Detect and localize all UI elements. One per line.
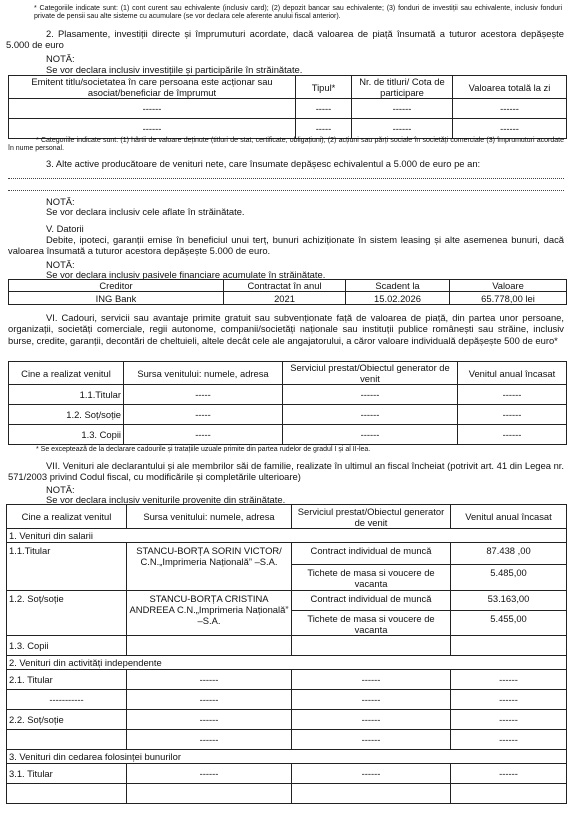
table-row <box>7 543 567 565</box>
table-cell <box>7 784 127 804</box>
table-cell: ------ <box>451 730 567 750</box>
table-cell <box>127 784 292 804</box>
table-cell <box>292 784 451 804</box>
header-cell: Valoare <box>450 280 567 292</box>
table-cell: 1.2. Soț/soție <box>9 405 124 425</box>
table-cell <box>292 636 451 656</box>
section-5-title: V. Datorii <box>46 223 84 234</box>
table-cell: ------ <box>453 119 567 139</box>
children-label: 1.3. Copii <box>7 636 127 656</box>
service-cell: Tichete de masa si voucere de vacanta <box>292 565 451 591</box>
titular-label: 3.1. Titular <box>7 764 127 784</box>
section-6-text: VI. Cadouri, servicii sau avantaje primite gratuit sau subvenționate față de valoarea de piață, din partea unor persoane, organizații, societăți comerciale, regii autonome, companii/societăți naționale sau instituții publice românești sau străine, inclusiv burse, credite, garanții, decontări de cheltuieli, altele decât cele ale angajatorului, a căror valoare individuală depășește 500 de euro* <box>8 312 564 346</box>
table-row <box>7 784 567 804</box>
income-cell: 53.163,00 <box>451 591 567 611</box>
header-cell: Serviciul prestat/Obiectul generator de venit <box>283 362 458 385</box>
table-cell: ----- <box>124 385 283 405</box>
header-cell: Cine a realizat venitul <box>9 362 124 385</box>
header-cell: Cine a realizat venitul <box>7 505 127 529</box>
debts-table <box>8 279 567 305</box>
table-cell: ------ <box>292 710 451 730</box>
salary-section-label: 1. Venituri din salarii <box>7 529 567 543</box>
table-cell: ------ <box>352 119 453 139</box>
table-header-row <box>9 362 567 385</box>
table-cell: ------ <box>283 425 458 445</box>
table-row <box>7 764 567 784</box>
income-cell: 5.455,00 <box>451 611 567 636</box>
table-cell: ------ <box>352 99 453 119</box>
header-cell: Tipul* <box>296 76 352 99</box>
table-cell: ------ <box>9 119 296 139</box>
table-cell: ------ <box>292 730 451 750</box>
nota-label: NOTĂ: <box>46 484 75 495</box>
header-cell: Nr. de titluri/ Cota de participare <box>352 76 453 99</box>
service-cell: Contract individual de muncă <box>292 591 451 611</box>
header-cell: Valoarea totală la zi <box>453 76 567 99</box>
table-row <box>9 99 567 119</box>
creditor-cell: ING Bank <box>9 292 224 305</box>
rental-section-label: 3. Venituri din cedarea folosinței bunurilor <box>7 750 567 764</box>
table-cell: ------ <box>292 690 451 710</box>
titular-label: 1.1.Titular <box>7 543 127 591</box>
table-cell: ------ <box>292 764 451 784</box>
section-2-heading: 2. Plasamente, investiții directe și împrumuturi acordate, dacă valoarea de piață însumată a tuturor acestora depășește 5.000 de euro <box>6 28 564 51</box>
table-cell: ------ <box>458 425 567 445</box>
table-cell: ------ <box>283 405 458 425</box>
header-cell: Serviciul prestat/Obiectul generator de venit <box>292 505 451 529</box>
table-cell: ------ <box>292 670 451 690</box>
income-cell: 5.485,00 <box>451 565 567 591</box>
table-cell: ------ <box>127 764 292 784</box>
header-cell: Venitul anual încasat <box>458 362 567 385</box>
table-cell: ------ <box>9 99 296 119</box>
table-cell: 1.1.Titular <box>9 385 124 405</box>
table-cell: ------ <box>127 730 292 750</box>
section-row <box>7 529 567 543</box>
income-table <box>6 504 567 804</box>
table-cell: ----- <box>296 119 352 139</box>
amount-cell: 65.778,00 lei <box>450 292 567 305</box>
titular-label: 2.1. Titular <box>7 670 127 690</box>
table-row <box>7 670 567 690</box>
due-date-cell: 15.02.2026 <box>346 292 450 305</box>
service-cell: Tichete de masa si voucere de vacanta <box>292 611 451 636</box>
table-cell <box>451 784 567 804</box>
table-cell <box>7 730 127 750</box>
table-cell: ------ <box>283 385 458 405</box>
table-cell <box>451 636 567 656</box>
table-header-row <box>9 76 567 99</box>
table-cell: ------ <box>127 690 292 710</box>
table-header-row <box>9 280 567 292</box>
table-row <box>9 292 567 305</box>
footnote-investments: * Categoriile indicate sunt: (1) hârtii de valoare deținute (titluri de stat, certificate, obligațiuni); (2) acțiuni sau părți sociale în societăți comerciale (3) împrumuturi acordate în nume personal. <box>8 137 564 153</box>
income-cell: 87.438 ,00 <box>451 543 567 565</box>
table-cell: ----- <box>124 405 283 425</box>
table-cell <box>127 636 292 656</box>
investments-table <box>8 75 567 139</box>
table-header-row <box>7 505 567 529</box>
spouse-label: 2.2. Soț/soție <box>7 710 127 730</box>
header-cell: Contractat în anul <box>224 280 346 292</box>
section-row <box>7 656 567 670</box>
footnote-deposits: * Categoriile indicate sunt: (1) cont curent sau echivalente (inclusiv card); (2) depozit bancar sau echivalente; (3) fonduri de investiții sau echivalente, inclusiv fonduri private de pensii sau alte sisteme cu acumulare (se vor declara cele aferente anului fiscal anterior). <box>34 5 562 21</box>
header-cell: Creditor <box>9 280 224 292</box>
nota-label: NOTĂ: <box>46 53 75 64</box>
header-cell: Emitent titlu/societatea în care persoana este acționar sau asociat/beneficiar de împrumut <box>9 76 296 99</box>
table-cell: ------ <box>451 670 567 690</box>
year-cell: 2021 <box>224 292 346 305</box>
dotted-line <box>8 190 564 191</box>
header-cell: Venitul anual încasat <box>451 505 567 529</box>
dotted-line <box>8 178 564 179</box>
table-row <box>9 385 567 405</box>
section-row <box>7 750 567 764</box>
service-cell: Contract individual de muncă <box>292 543 451 565</box>
spouse-source: STANCU-BORȚA CRISTINA ANDREEA C.N.„Imprimeria Națională” –S.A. <box>127 591 292 636</box>
table-cell: ------ <box>451 764 567 784</box>
titular-source: STANCU-BORȚA SORIN VICTOR/ C.N.„Imprimeria Națională” –S.A. <box>127 543 292 591</box>
section-3-heading: 3. Alte active producătoare de venituri nete, care însumate depășesc echivalentul a 5.000 de euro pe an: <box>46 158 481 169</box>
table-cell: 1.3. Copii <box>9 425 124 445</box>
table-row <box>7 636 567 656</box>
table-cell: ----- <box>124 425 283 445</box>
nota-text: Se vor declara inclusiv veniturile provenite din străinătate. <box>46 494 286 505</box>
header-cell: Scadent la <box>346 280 450 292</box>
gifts-table <box>8 361 567 445</box>
nota-text: Se vor declara inclusiv pasivele financiare acumulate în străinătate. <box>46 269 326 280</box>
table-cell: ------ <box>127 710 292 730</box>
table-cell: ------ <box>453 99 567 119</box>
table-row <box>7 710 567 730</box>
footnote-gifts: * Se exceptează de la declarare cadourile și tratațiile uzuale primite din partea rudelor de gradul I și al II-lea. <box>36 446 371 453</box>
table-cell: ------ <box>451 710 567 730</box>
table-row <box>7 730 567 750</box>
nota-text: Se vor declara inclusiv investițiile și participările în străinătate. <box>46 64 303 75</box>
table-cell: ------ <box>458 385 567 405</box>
table-row <box>9 119 567 139</box>
header-cell: Sursa venitului: numele, adresa <box>127 505 292 529</box>
nota-label: NOTĂ: <box>46 259 75 270</box>
table-cell: ----------- <box>7 690 127 710</box>
table-row <box>9 405 567 425</box>
header-cell: Sursa venitului: numele, adresa <box>124 362 283 385</box>
nota-label: NOTĂ: <box>46 196 75 207</box>
table-cell: ------ <box>127 670 292 690</box>
table-row <box>7 690 567 710</box>
section-7-text: VII. Venituri ale declarantului și ale membrilor săi de familie, realizate în ultimul an fiscal încheiat (potrivit art. 41 din Legea nr. 571/2003 privind Codul fiscal, cu modificările și completările ulterioare) <box>8 460 564 483</box>
table-cell: ------ <box>458 405 567 425</box>
table-cell: ----- <box>296 99 352 119</box>
section-5-text: Debite, ipoteci, garanții emise în beneficiul unui terț, bunuri achiziționate în sistem leasing și alte asemenea bunuri, dacă valoarea însumată a tuturor acestora depășește 5.000 de euro. <box>8 234 564 257</box>
nota-text: Se vor declara inclusiv cele aflate în străinătate. <box>46 206 245 217</box>
spouse-label: 1.2. Soț/soție <box>7 591 127 636</box>
table-cell: ------ <box>451 690 567 710</box>
table-row <box>7 591 567 611</box>
independent-section-label: 2. Venituri din activități independente <box>7 656 567 670</box>
table-row <box>9 425 567 445</box>
